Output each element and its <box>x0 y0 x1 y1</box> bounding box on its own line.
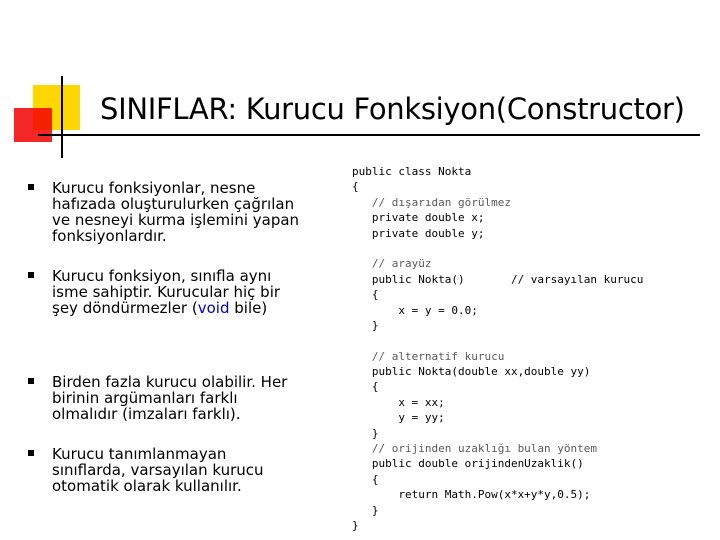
code-line: return Math.Pow(x*x+y*y,0.5); <box>352 488 591 502</box>
code-line: } <box>352 503 379 517</box>
code-line: // dışarıdan görülmez <box>352 195 511 209</box>
code-line: { <box>352 288 379 302</box>
code-line: { <box>352 472 379 486</box>
code-line: // alternatif kurucu <box>352 349 505 363</box>
code-line: } <box>352 318 379 332</box>
code-line: public Nokta() // varsayılan kurucu <box>352 272 644 286</box>
slide-title: SINIFLAR: Kurucu Fonksiyon(Constructor) <box>100 92 685 126</box>
code-line: // arayüz <box>352 257 432 271</box>
square-bullet-icon <box>28 184 34 190</box>
square-bullet-icon <box>28 272 34 278</box>
code-line: { <box>352 380 379 394</box>
bullet-text <box>52 268 302 316</box>
bullet-text: Kurucu fonksiyonlar, nesne hafızada oluşturulurken çağrılan ve nesneyi kurma işlemini yapan fonksiyonlardır. <box>52 179 300 245</box>
bullet-text: Kurucu tanımlanmayan sınıflarda, varsayılan kurucu otomatik olarak kullanılır. <box>52 445 264 495</box>
code-line: private double y; <box>352 226 485 240</box>
code-line: private double x; <box>352 211 485 225</box>
code-line <box>352 241 712 256</box>
code-line: y = yy; <box>352 411 445 425</box>
code-line: } <box>352 426 379 440</box>
code-listing <box>352 164 712 533</box>
code-line: x = xx; <box>352 395 445 409</box>
bullet-text-part: bile) <box>229 299 268 317</box>
void-keyword: void <box>197 299 230 317</box>
code-line: } <box>352 518 359 532</box>
code-line: public double orijindenUzaklik() <box>352 457 584 471</box>
bullet-text-part: Kurucu fonksiyon, sınıfla aynı isme sahiptir. Kurucular hiç bir şey döndürmezler ( <box>52 267 281 317</box>
code-line: x = y = 0.0; <box>352 303 478 317</box>
square-bullet-icon <box>28 450 34 456</box>
square-bullet-icon <box>28 378 34 384</box>
code-line: { <box>352 180 359 194</box>
title-underline <box>38 134 700 136</box>
decorative-red-square <box>14 108 52 142</box>
code-line <box>352 333 712 348</box>
code-line: public class Nokta <box>352 165 472 178</box>
decorative-vertical-line <box>61 76 63 158</box>
bullet-text: Birden fazla kurucu olabilir. Her birinin argümanları farklı olmalıdır (imzaları farklı). <box>52 373 288 423</box>
code-line: public Nokta(double xx,double yy) <box>352 365 591 379</box>
code-line: // orijinden uzaklığı bulan yöntem <box>352 442 598 456</box>
